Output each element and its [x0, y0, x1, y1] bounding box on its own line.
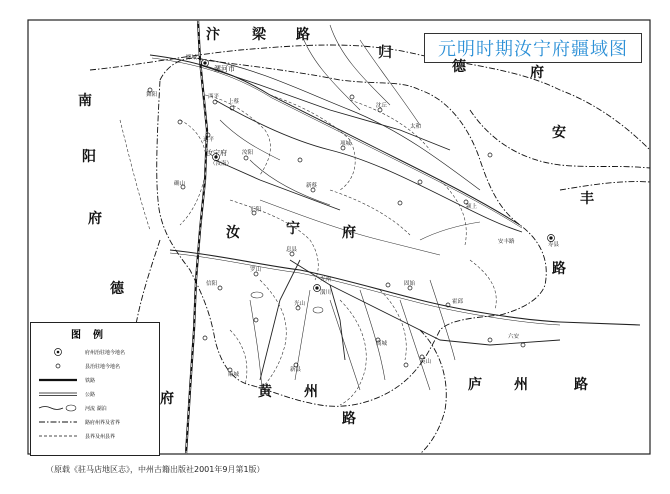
place-label: 信阳: [206, 281, 218, 287]
place-label: 光山: [294, 301, 306, 307]
place-label: 正阳: [250, 207, 262, 213]
road-boundary-south: [420, 330, 446, 454]
reservoir: [251, 292, 263, 298]
county-marker: [488, 153, 492, 157]
region-label: 府: [530, 65, 544, 81]
region-label: 州: [514, 377, 528, 393]
county-marker: [254, 318, 258, 322]
region-label: 黄: [258, 384, 272, 400]
fu-boundary-icon: [37, 417, 79, 427]
county-marker: [213, 100, 217, 104]
place-label: 新蔡: [306, 183, 318, 189]
place-label: 颍上: [466, 204, 478, 210]
place-label: 固始: [404, 281, 416, 287]
region-label: 归: [378, 45, 392, 61]
place-label: 新县: [290, 367, 302, 373]
region-label: 府: [342, 225, 356, 241]
prefecture-seat-icon: [37, 347, 79, 357]
place-label: 确山: [174, 181, 186, 187]
region-label: 阳: [82, 149, 96, 165]
legend-row: 河流 湖泊: [37, 403, 155, 413]
legend-row: 县界及州县界: [37, 431, 155, 441]
county-marker: [218, 286, 222, 290]
region-label: 梁: [252, 27, 266, 43]
place-label: 麻城: [228, 372, 240, 378]
place-label: 罗山: [250, 267, 262, 273]
place-label: 汝阳: [242, 150, 254, 156]
river-lake-icon: [37, 403, 79, 413]
railway-icon: [37, 375, 79, 385]
region-label: 德: [452, 59, 466, 75]
highway-icon: [37, 389, 79, 399]
place-label: 项城: [340, 141, 352, 147]
region-label: 路: [296, 27, 310, 43]
map-legend: [30, 322, 160, 456]
county-boundary-icon: [37, 431, 79, 441]
place-label: 太和: [410, 124, 422, 130]
railway-line: [186, 20, 207, 454]
county-marker: [298, 158, 302, 162]
place-label: 上蔡: [228, 99, 240, 105]
legend-title: 图例: [71, 330, 115, 341]
county-boundaries: [120, 92, 496, 405]
legend-row: 路府州界及省界: [37, 417, 155, 427]
place-label: 西平: [208, 94, 220, 100]
place-label: 沈丘: [376, 103, 388, 109]
city-markers: [148, 60, 555, 373]
county-seat-icon: [37, 361, 79, 371]
map-title: 元明时期汝宁府疆域图: [424, 33, 642, 63]
river-huai: [170, 247, 640, 325]
region-label: 府: [88, 211, 102, 227]
region-label: 德: [110, 281, 124, 297]
legend-row: 公路: [37, 389, 155, 399]
region-label: 宁: [286, 221, 300, 237]
place-label: 商城: [376, 341, 388, 347]
reservoir: [313, 307, 323, 313]
place-label: （汝南）: [210, 161, 233, 167]
region-label: 庐: [468, 377, 482, 393]
place-label: 潢川: [320, 290, 332, 296]
region-label: 路: [574, 377, 588, 393]
place-label: 舞阳: [146, 92, 158, 98]
region-label: 安: [552, 125, 566, 141]
legend-row: 铁路: [37, 375, 155, 385]
region-label: 路: [552, 261, 566, 277]
place-label: 漯河市: [214, 65, 235, 73]
region-label: 州: [304, 384, 318, 400]
legend-row: 县治驻地今地名: [37, 361, 155, 371]
place-label: 汝宁府: [206, 149, 227, 157]
region-label: 南: [78, 93, 92, 109]
region-label: 丰: [580, 191, 594, 207]
region-label: 府: [160, 391, 174, 407]
region-label: 汝: [226, 225, 240, 241]
county-marker: [244, 156, 248, 160]
legend-row: 府州治驻地今地名: [37, 347, 155, 357]
place-label: 六安: [508, 334, 520, 340]
county-marker: [488, 338, 492, 342]
county-marker: [350, 95, 354, 99]
river-hong: [215, 100, 522, 232]
place-label: 寿县: [548, 242, 560, 248]
county-marker: [386, 283, 390, 287]
region-label: 路: [342, 411, 356, 427]
county-marker: [521, 343, 525, 347]
county-marker: [418, 180, 422, 184]
county-marker: [178, 120, 182, 124]
place-label: 霍邱: [452, 299, 464, 305]
place-label: 遂平: [203, 137, 215, 143]
county-marker: [404, 363, 408, 367]
road-boundary-east: [560, 182, 650, 190]
place-label: 光州: [320, 277, 332, 283]
place-label: 郾城: [186, 55, 198, 61]
county-marker: [203, 336, 207, 340]
county-marker: [398, 201, 402, 205]
place-label: 息县: [286, 247, 298, 253]
place-label: 英山: [420, 359, 432, 365]
river-sha: [210, 60, 480, 190]
place-label: 安丰路: [498, 239, 515, 245]
region-label: 汴: [206, 27, 220, 43]
source-caption: （原载《驻马店地区志》，中州古籍出版社2001年9月第1版）: [46, 465, 265, 474]
